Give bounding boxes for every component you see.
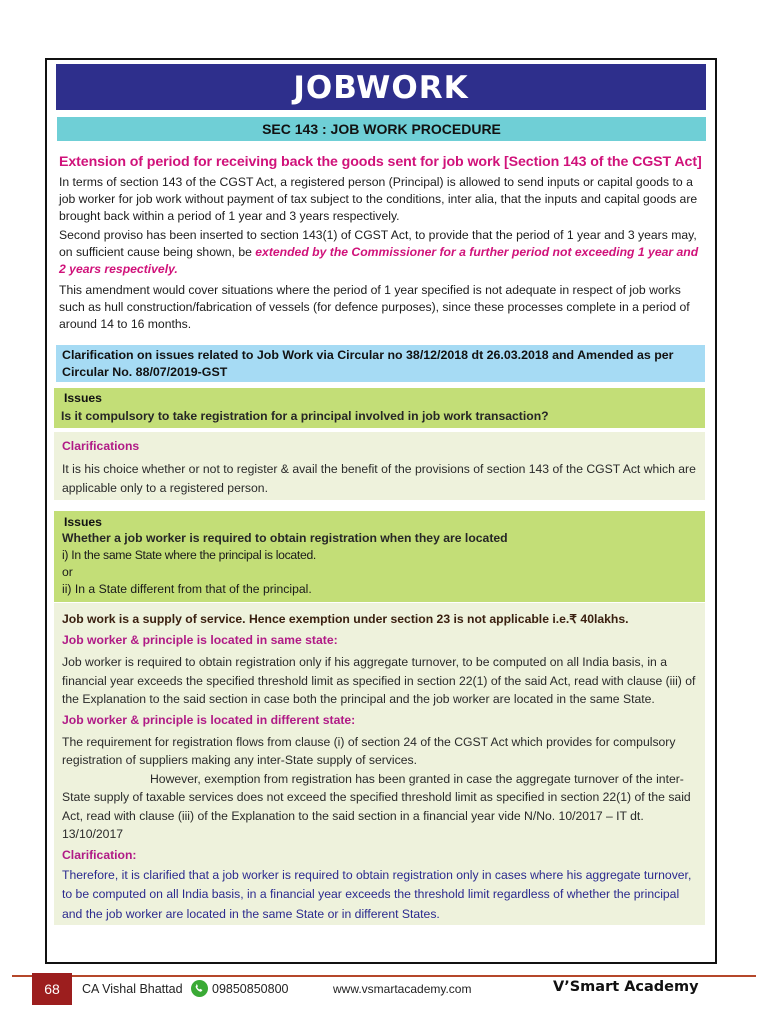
page-number: 68 (32, 973, 72, 1005)
clarification-1-box (54, 432, 705, 500)
paragraph-1: In terms of section 143 of the CGST Act, a registered person (Principal) is allowed to send inputs or capital goods to a job worker for job work without payment of tax subject to the conditions, inter alia, that the inputs and capital goods are brought back within a period of 1 year and 3 years respectively. (59, 175, 698, 224)
different-state-text-2: However, exemption from registration has been granted in case the aggregate turnover of the inter-State supply of taxable services does not exceed the specified threshold limit as specified in section 22(1) of the said Act, read with clause (iii) of the Explanation to the said section in a financial year vide N/No. 10/2017 – IT dt. 13/10/2017 (62, 771, 691, 841)
extension-title: Extension of period for receiving back the goods sent for job work [Section 143 of the CGST Act] (59, 154, 702, 170)
issue-2-label: Issues (64, 515, 102, 529)
issue-1-label: Issues (64, 391, 102, 405)
footer-rule (12, 975, 756, 977)
page-title: JOBWORK (56, 64, 706, 110)
same-state-text: Job worker is required to obtain registration only if his aggregate turnover, to be computed on all India basis, in a financial year exceeds the specified threshold limit as specified in section 22(1) of the said Act, read with clause (iii) of the Explanation to the said section in case both the principal and the job worker are located in the same State. (62, 655, 696, 706)
issue-2-question: Whether a job worker is required to obtain registration when they are located (62, 531, 508, 545)
issue-2-option-2: ii) In a State different from that of the principal. (62, 582, 312, 596)
final-clarification-text: Therefore, it is clarified that a job worker is required to obtain registration only in cases where his aggregate turnover, to be computed on all India basis, in a financial year exceeds the threshold limit regardless of whether the principal and the job worker are located in the same State or in different States. (62, 867, 692, 921)
final-clarification-heading: Clarification: (62, 847, 137, 862)
phone-number: 09850850800 (212, 982, 289, 996)
author-name: CA Vishal Bhattad (82, 982, 183, 996)
same-state-heading: Job worker & principle is located in same state: (62, 633, 338, 647)
clarification-1-text: It is his choice whether or not to register & avail the benefit of the provisions of section 143 of the CGST Act which are applicable only to a registered person. (62, 462, 696, 495)
issue-2-option-1: i) In the same State where the principal is located. (62, 548, 317, 562)
paragraph-2-text: Second proviso has been inserted to section 143(1) of CGST Act, to provide that the period of 1 year and 3 years may, on sufficient cause being shown, be (59, 228, 697, 260)
paragraph-3: This amendment would cover situations where the period of 1 year specified is not adequate in respect of job works such as hull construction/fabrication of vessels (for defence purposes), since these processes complete in a period of around 14 to 16 months. (59, 283, 690, 332)
website-link[interactable]: www.vsmartacademy.com (333, 982, 472, 996)
clarification-2-box (54, 603, 705, 925)
circular-heading: Clarification on issues related to Job Work via Circular no 38/12/2018 dt 26.03.2018 and Amended as per Circular No. 88/07/2019-GST (56, 345, 705, 382)
paragraph-2-highlight: extended by the Commissioner for a further period not exceeding 1 year and 2 years respectively. (59, 245, 699, 277)
issue-2-or: or (62, 565, 73, 579)
paragraph-2 (59, 227, 707, 279)
clarification-1-label: Clarifications (62, 439, 140, 453)
brand-name: V’Smart Academy (553, 979, 699, 995)
different-state-text-1: The requirement for registration flows from clause (i) of section 24 of the CGST Act which provides for compulsory registration of suppliers making any inter-State supply of services. (62, 734, 676, 767)
section-heading: SEC 143 : JOB WORK PROCEDURE (57, 117, 706, 141)
issue-1-question: Is it compulsory to take registration for a principal involved in job work transaction? (61, 409, 549, 423)
issue-2-box (54, 511, 705, 602)
whatsapp-icon (191, 980, 208, 997)
issue-1-box (54, 388, 705, 428)
answer-intro: Job work is a supply of service. Hence exemption under section 23 is not applicable i.e.₹ 40lakhs. (62, 612, 629, 626)
different-state-heading: Job worker & principle is located in different state: (62, 712, 356, 727)
